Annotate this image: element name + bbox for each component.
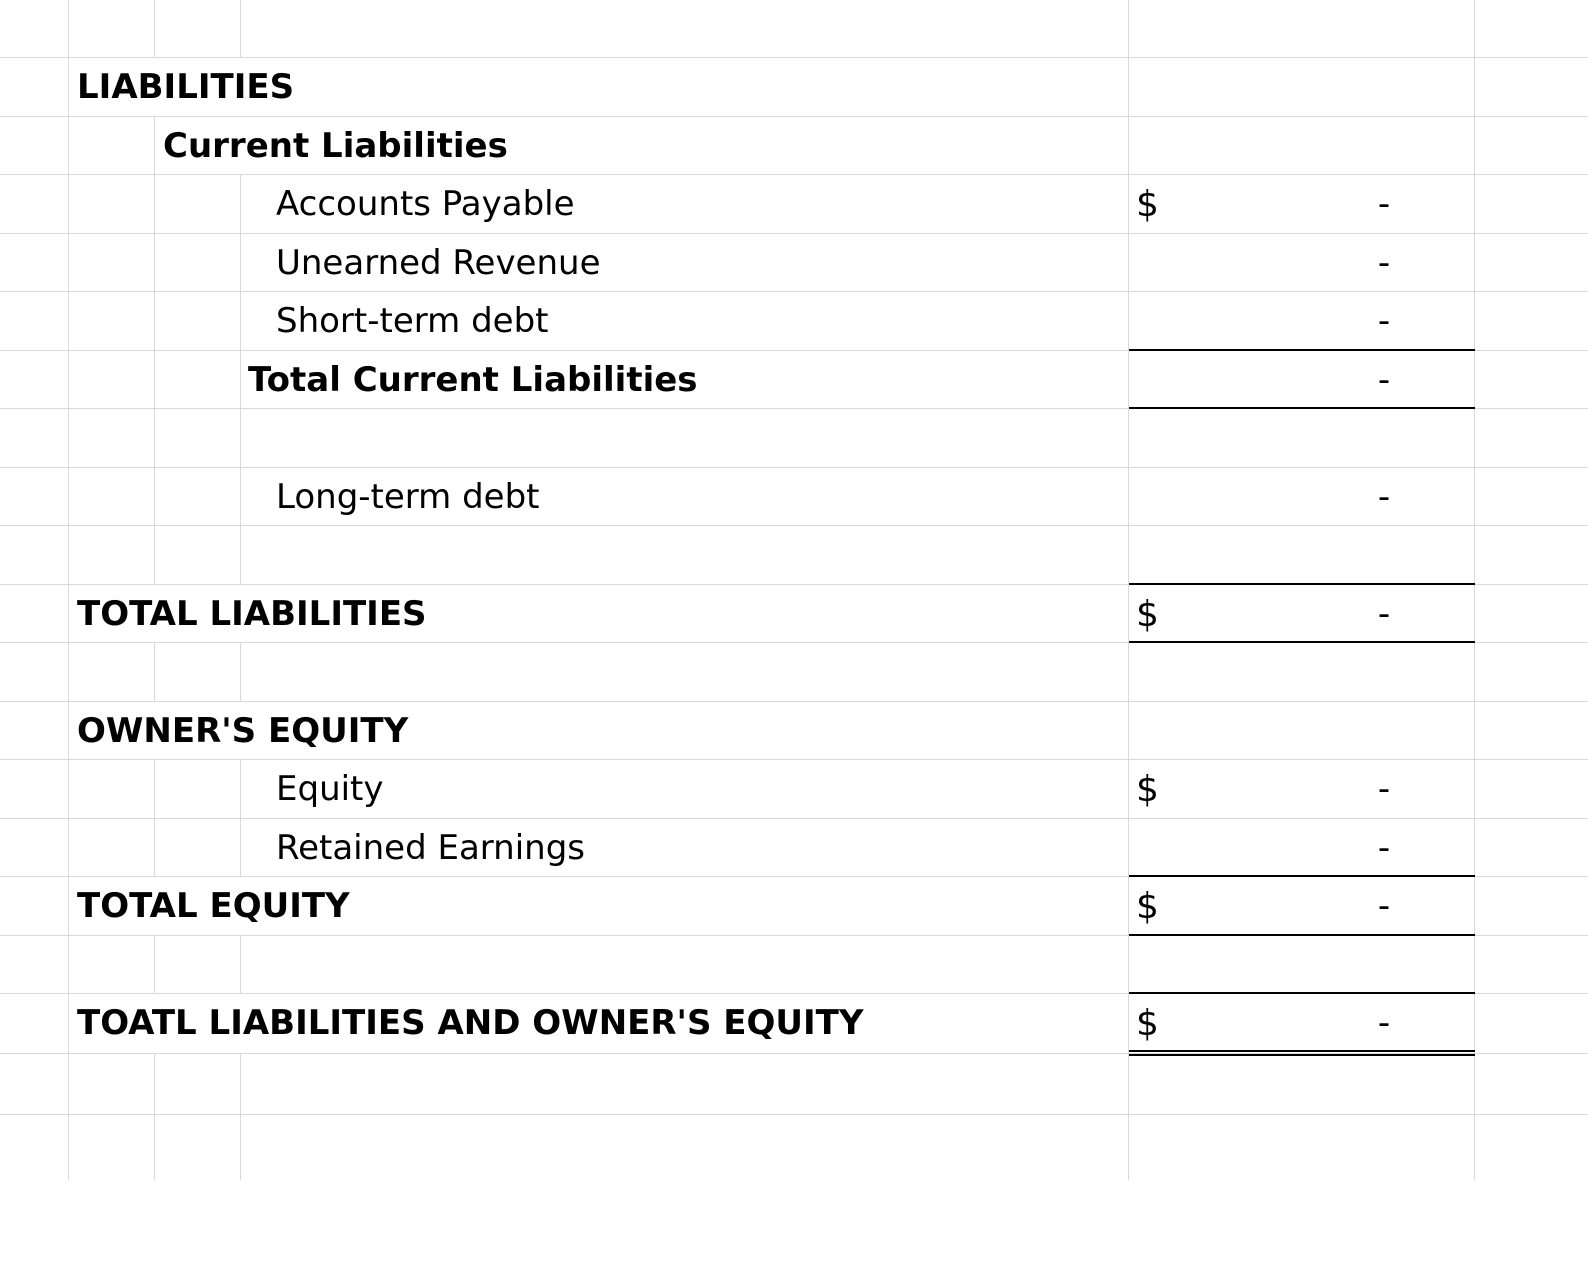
amount-cell[interactable]: - — [1377, 184, 1391, 224]
total-current-liabilities-row — [0, 351, 1588, 410]
double-underline-border — [1129, 1050, 1475, 1056]
currency-symbol: $ — [1136, 184, 1159, 225]
amount-cell[interactable]: - — [1377, 769, 1391, 809]
currency-symbol: $ — [1136, 886, 1159, 927]
total-label: TOTAL EQUITY — [77, 886, 350, 926]
line-item-label: Long-term debt — [276, 477, 540, 517]
short-term-debt-row — [0, 292, 1588, 351]
equity-row — [0, 760, 1588, 819]
section-heading: LIABILITIES — [77, 67, 295, 107]
subsection-heading: Current Liabilities — [163, 126, 508, 166]
total-bottom-border — [1129, 934, 1475, 936]
line-item-label: Accounts Payable — [276, 184, 575, 224]
amount-cell[interactable]: - — [1377, 477, 1391, 517]
owners-equity-header-row — [0, 702, 1588, 761]
total-liabilities-and-equity-row — [0, 994, 1588, 1053]
grand-total-top-border — [1129, 992, 1475, 994]
currency-symbol: $ — [1136, 1003, 1159, 1044]
amount-cell[interactable]: - — [1377, 243, 1391, 283]
currency-symbol: $ — [1136, 769, 1159, 810]
line-item-label: Short-term debt — [276, 301, 549, 341]
subtotal-label: Total Current Liabilities — [248, 360, 698, 400]
amount-cell[interactable]: - — [1377, 360, 1391, 400]
grand-total-label: TOATL LIABILITIES AND OWNER'S EQUITY — [77, 1003, 864, 1043]
total-liabilities-row — [0, 585, 1588, 644]
unearned-revenue-row — [0, 234, 1588, 293]
total-top-border — [1129, 875, 1475, 877]
amount-cell[interactable]: - — [1377, 886, 1391, 926]
current-liabilities-header-row — [0, 117, 1588, 176]
total-label: TOTAL LIABILITIES — [77, 594, 427, 634]
section-heading: OWNER'S EQUITY — [77, 711, 409, 751]
amount-cell[interactable]: - — [1377, 828, 1391, 868]
amount-cell[interactable]: - — [1377, 301, 1391, 341]
total-bottom-border — [1129, 641, 1475, 643]
long-term-debt-row — [0, 468, 1588, 527]
accounts-payable-row — [0, 175, 1588, 234]
total-equity-row — [0, 877, 1588, 936]
amount-cell[interactable]: - — [1377, 594, 1391, 634]
retained-earnings-row — [0, 819, 1588, 878]
line-item-label: Equity — [276, 769, 384, 809]
amount-cell[interactable]: - — [1377, 1003, 1391, 1043]
currency-symbol: $ — [1136, 594, 1159, 635]
line-item-label: Retained Earnings — [276, 828, 586, 868]
subtotal-bottom-border — [1129, 407, 1475, 409]
line-item-label: Unearned Revenue — [276, 243, 601, 283]
liabilities-header-row — [0, 58, 1588, 117]
total-top-border — [1129, 583, 1475, 585]
subtotal-top-border — [1129, 349, 1475, 351]
